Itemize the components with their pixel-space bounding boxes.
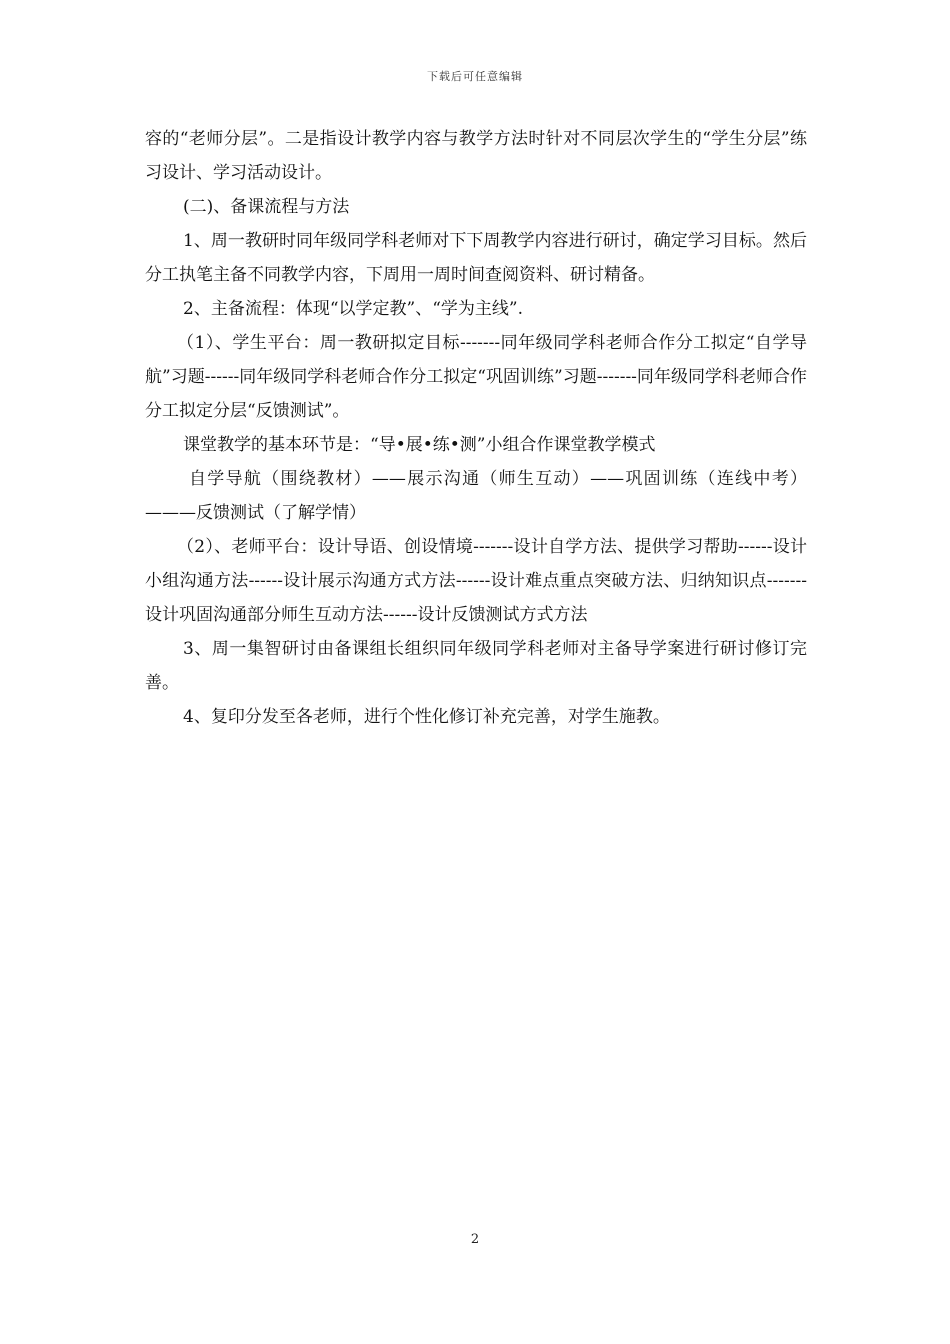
section-heading-2: (二)、备课流程与方法: [183, 197, 350, 217]
paragraph-teacher-platform: （2）、老师平台：设计导语、创设情境-------设计自学方法、提供学习帮助------设计小组沟通方法------设计展示沟通方式方法------设计难点重点突破方法、归纳知识点-------设计巩固沟通部分师生互动方法------设计反馈测试方式方法: [145, 537, 807, 625]
paragraph-step-2: 2、主备流程：体现“以学定教”、“学为主线”.: [183, 299, 523, 319]
paragraph-step-3: 3、周一集智研讨由备课组长组织同年级同学科老师对主备导学案进行研讨修订完善。: [145, 639, 807, 693]
page-header: 下载后可任意编辑: [427, 70, 523, 83]
document-body: [145, 122, 807, 734]
paragraph-1: 容的“老师分层”。二是指设计教学内容与教学方法时针对不同层次学生的“学生分层”练习设计、学习活动设计。: [145, 129, 807, 183]
paragraph-classroom-steps: 课堂教学的基本环节是：“导•展•练•测”小组合作课堂教学模式: [183, 435, 656, 455]
paragraph-step-1: 1、周一教研时同年级同学科老师对下下周教学内容进行研讨，确定学习目标。然后分工执笔主备不同教学内容，下周用一周时间查阅资料、研讨精备。: [145, 231, 807, 285]
paragraph-step-4: 4、复印分发至各老师，进行个性化修订补充完善，对学生施教。: [183, 707, 670, 727]
page-number: 2: [470, 1232, 480, 1247]
paragraph-classroom-flow: 自学导航（围绕教材）——展示沟通（师生互动）——巩固训练（连线中考）———反馈测试（了解学情）: [145, 469, 807, 523]
paragraph-student-platform: （1）、学生平台：周一教研拟定目标-------同年级同学科老师合作分工拟定“自学导航”习题------同年级同学科老师合作分工拟定“巩固训练”习题-------同年级同学科老师合作分工拟定分层“反馈测试”。: [145, 333, 807, 421]
